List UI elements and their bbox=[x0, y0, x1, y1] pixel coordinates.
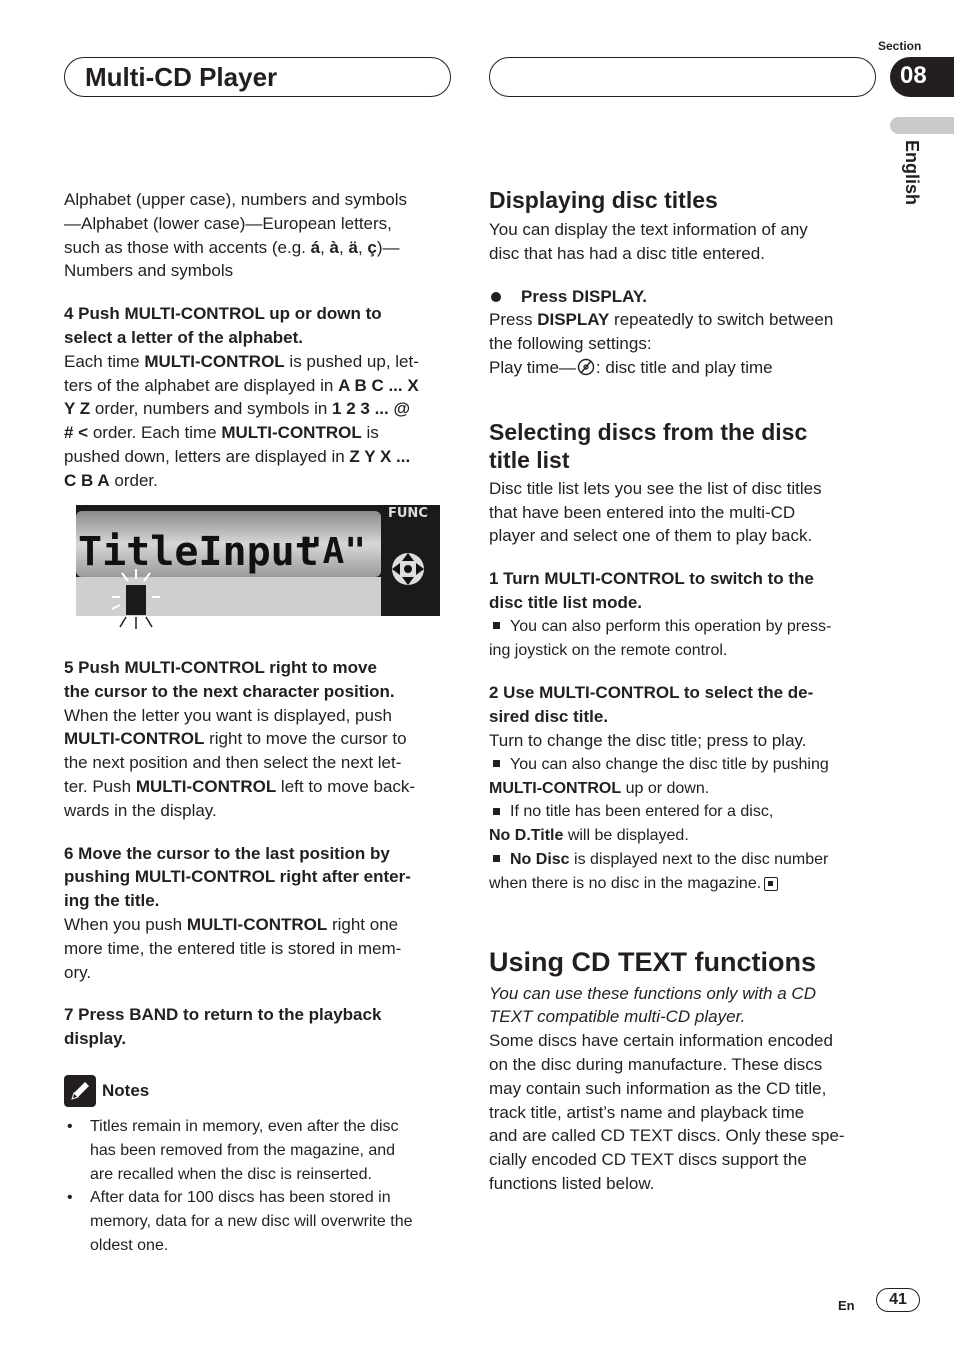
square-bullet-icon bbox=[493, 760, 500, 767]
text: is displayed next to the disc number bbox=[569, 850, 829, 868]
intro-line: Numbers and symbols bbox=[64, 261, 234, 281]
section-label: Section bbox=[878, 39, 922, 53]
bold-term: MULTI-CONTROL bbox=[489, 779, 622, 797]
square-bullet-icon bbox=[493, 808, 500, 815]
display-panel-image bbox=[76, 505, 440, 633]
bold-term: MULTI-CONTROL bbox=[186, 914, 328, 934]
language-tab-marker bbox=[890, 117, 954, 134]
text: disc that has had a disc title entered. bbox=[489, 243, 765, 263]
text: left to move back- bbox=[276, 776, 416, 796]
step-6-heading bbox=[64, 842, 456, 913]
end-of-section-icon bbox=[764, 877, 778, 891]
text: After data for 100 discs has been stored in bbox=[90, 1189, 391, 1207]
left-column bbox=[64, 188, 456, 493]
text: cially encoded CD TEXT discs support the bbox=[489, 1150, 807, 1170]
bold-term: No Disc bbox=[510, 850, 570, 868]
step-heading-line: 7 Press BAND to return to the playback bbox=[64, 1005, 382, 1025]
text: memory, data for a new disc will overwrite the bbox=[90, 1213, 413, 1231]
select-step-2-notes bbox=[489, 753, 875, 896]
bold-term: C B A bbox=[64, 470, 110, 490]
press-display-step bbox=[489, 285, 875, 309]
disc-titles-heading: Displaying disc titles bbox=[489, 187, 718, 213]
disc-titles-body bbox=[489, 218, 875, 266]
step-heading-line: pushing MULTI-CONTROL right after enter- bbox=[64, 867, 411, 887]
text: track title, artist’s name and playback time bbox=[489, 1102, 805, 1122]
bold-term: MULTI-CONTROL bbox=[221, 423, 362, 443]
text: You can use these functions only with a CD bbox=[489, 983, 816, 1003]
text: and are called CD TEXT discs. Only these spe- bbox=[489, 1126, 845, 1146]
text: Play time— bbox=[489, 357, 576, 377]
bold-term: MULTI-CONTROL bbox=[135, 776, 277, 796]
text: oldest one. bbox=[90, 1236, 169, 1254]
select-discs-body bbox=[489, 477, 875, 548]
select-step-1-note bbox=[489, 615, 875, 663]
separator: , bbox=[320, 237, 330, 257]
accent-example: à bbox=[329, 237, 340, 257]
step-heading-line: 5 Push MULTI-CONTROL right to move bbox=[64, 658, 377, 677]
step-heading-line: ing the title. bbox=[64, 891, 160, 911]
note-item bbox=[64, 1186, 456, 1257]
text: Some discs have certain information encoded bbox=[489, 1031, 833, 1051]
text: ter. Push bbox=[64, 776, 136, 796]
text: You can also perform this operation by press- bbox=[510, 617, 832, 635]
disc-title-icon bbox=[576, 358, 596, 376]
bullet-dot-icon bbox=[491, 292, 501, 302]
text: order, numbers and symbols in bbox=[90, 399, 333, 419]
text: ing joystick on the remote control. bbox=[489, 641, 728, 659]
bold-term: No D.Title bbox=[489, 827, 564, 845]
bold-term: 1 2 3 ... @ bbox=[332, 399, 411, 419]
intro-line: such as those with accents (e.g. bbox=[64, 237, 311, 257]
note-pencil-icon bbox=[64, 1075, 96, 1107]
text: : disc title and play time bbox=[595, 357, 773, 377]
bold-term: Y Z bbox=[64, 399, 91, 419]
step-heading-line: 6 Move the cursor to the last position by bbox=[64, 843, 390, 863]
text: functions listed below. bbox=[489, 1173, 655, 1193]
step-heading-line: 2 Use MULTI-CONTROL to select the de- bbox=[489, 683, 814, 703]
separator: , bbox=[339, 237, 349, 257]
step-heading-line: display. bbox=[64, 1029, 127, 1049]
step-heading-line: 1 Turn MULTI-CONTROL to switch to the bbox=[489, 569, 814, 589]
step-heading-line: sired disc title. bbox=[489, 707, 609, 727]
step-heading-line: disc title list mode. bbox=[489, 592, 643, 612]
language-label: English bbox=[902, 140, 922, 206]
text: Press bbox=[489, 310, 538, 330]
left-column-lower bbox=[64, 656, 456, 1258]
select-discs-heading bbox=[489, 418, 875, 474]
step-heading-line: 4 Push MULTI-CONTROL up or down to bbox=[64, 304, 382, 324]
accent-example: ä bbox=[348, 237, 358, 257]
text: wards in the display. bbox=[64, 800, 217, 820]
notes-list bbox=[64, 1115, 456, 1258]
step-6-body bbox=[64, 913, 456, 984]
step-heading-line: select a letter of the alphabet. bbox=[64, 327, 304, 347]
bold-term: MULTI-CONTROL bbox=[144, 351, 285, 371]
text: the next position and then select the next let- bbox=[64, 753, 402, 773]
text: right one bbox=[327, 914, 399, 934]
step-heading-line: the cursor to the next character position. bbox=[64, 681, 395, 701]
intro-line: )— bbox=[376, 237, 400, 257]
step-4-heading bbox=[64, 302, 456, 350]
heading-line: title list bbox=[489, 446, 570, 473]
text: ory. bbox=[64, 962, 92, 982]
text: Titles remain in memory, even after the disc bbox=[90, 1117, 399, 1135]
text: up or down. bbox=[621, 779, 710, 797]
footer-lang-code: En bbox=[838, 1298, 855, 1313]
text: has been removed from the magazine, and bbox=[90, 1141, 396, 1159]
step-5-body bbox=[64, 704, 456, 823]
section-number-badge: 08 bbox=[890, 57, 954, 97]
square-bullet-icon bbox=[493, 855, 500, 862]
text: order. bbox=[109, 470, 158, 490]
blink-indicator-lower-icon bbox=[120, 617, 152, 629]
cd-text-heading: Using CD TEXT functions bbox=[489, 946, 816, 977]
accent-example: á bbox=[310, 237, 321, 257]
text: Press DISPLAY. bbox=[521, 286, 647, 306]
text: pushed down, letters are displayed in bbox=[64, 446, 350, 466]
func-label: FUNC bbox=[388, 506, 428, 521]
select-step-2-body: Turn to change the disc title; press to play. bbox=[489, 730, 807, 750]
cd-text-italic-note bbox=[489, 982, 875, 1030]
text: You can display the text information of any bbox=[489, 220, 808, 239]
intro-line: Alphabet (upper case), numbers and symbols bbox=[64, 190, 408, 209]
chapter-title-box bbox=[64, 57, 451, 97]
blank-header-box bbox=[489, 57, 876, 97]
select-step-1-heading bbox=[489, 567, 875, 615]
notes-label: Notes bbox=[102, 1081, 150, 1101]
page-number: 41 bbox=[876, 1288, 920, 1312]
text: when there is no disc in the magazine. bbox=[489, 874, 762, 892]
bold-term: # < bbox=[64, 423, 89, 443]
display-title-text: TitleInput bbox=[78, 529, 319, 575]
square-bullet-icon bbox=[493, 622, 500, 629]
text: repeatedly to switch between bbox=[609, 310, 834, 330]
text: are recalled when the disc is reinserted. bbox=[90, 1165, 372, 1183]
cd-text-body bbox=[489, 1029, 875, 1196]
joystick-icon bbox=[392, 553, 424, 585]
text: When the letter you want is displayed, push bbox=[64, 705, 392, 725]
text: that have been entered into the multi-CD bbox=[489, 502, 796, 522]
text: When you push bbox=[64, 914, 187, 934]
press-display-body bbox=[489, 308, 875, 379]
text: is pushed up, let- bbox=[284, 351, 419, 371]
notes-header bbox=[64, 1075, 456, 1107]
accent-example: ç bbox=[367, 237, 377, 257]
text: ters of the alphabet are displayed in bbox=[64, 375, 339, 395]
text: the following settings: bbox=[489, 334, 652, 354]
text: may contain such information as the CD title, bbox=[489, 1078, 827, 1098]
text: more time, the entered title is stored in mem- bbox=[64, 938, 402, 958]
display-char-text: "A" bbox=[301, 531, 367, 572]
text: Disc title list lets you see the list of disc titles bbox=[489, 478, 822, 498]
text: TEXT compatible multi-CD player. bbox=[489, 1007, 746, 1027]
bold-term: MULTI-CONTROL bbox=[64, 729, 205, 749]
step-5-heading bbox=[64, 656, 456, 704]
text: on the disc during manufacture. These discs bbox=[489, 1054, 823, 1074]
language-tab bbox=[896, 140, 926, 230]
text: If no title has been entered for a disc, bbox=[510, 803, 774, 821]
separator: , bbox=[357, 237, 368, 257]
bold-term: Z Y X ... bbox=[349, 446, 411, 466]
intro-paragraph bbox=[64, 188, 456, 283]
text: right to move the cursor to bbox=[204, 729, 407, 749]
text: will be displayed. bbox=[563, 827, 689, 845]
step-7-heading bbox=[64, 1003, 456, 1051]
step-4-body bbox=[64, 350, 456, 493]
text: order. Each time bbox=[88, 423, 222, 443]
display-illustration bbox=[76, 505, 440, 633]
chapter-title: Multi-CD Player bbox=[85, 62, 278, 92]
text: Each time bbox=[64, 351, 145, 371]
text: is bbox=[361, 423, 379, 443]
text: You can also change the disc title by pushing bbox=[510, 755, 829, 773]
bold-term: DISPLAY bbox=[537, 310, 610, 330]
select-step-2-heading bbox=[489, 681, 875, 729]
right-column bbox=[489, 186, 875, 1196]
heading-line: Selecting discs from the disc bbox=[489, 418, 808, 445]
text: player and select one of them to play back. bbox=[489, 526, 813, 546]
note-item bbox=[64, 1115, 456, 1186]
bold-term: A B C ... X bbox=[338, 375, 419, 395]
intro-line: —Alphabet (lower case)—European letters, bbox=[64, 213, 392, 233]
